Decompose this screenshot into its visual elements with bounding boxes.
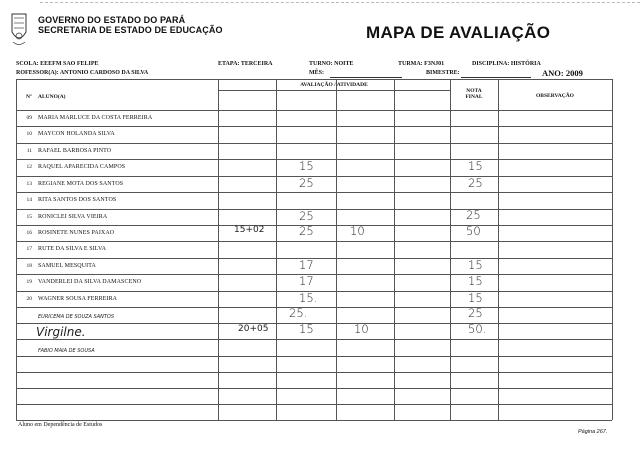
year-field: ANO: 2009	[542, 68, 583, 78]
row-number: 12	[26, 164, 32, 170]
class-field: TURMA: F3NJ01	[398, 61, 445, 67]
student-name: MAYCON HOLANDA SILVA	[38, 131, 115, 137]
handwritten-final-grade: 50.	[468, 322, 487, 336]
row-divider	[16, 110, 612, 111]
handwritten-grade: 10	[350, 224, 365, 238]
evaluation-subheader-line	[218, 90, 450, 91]
row-number: 20	[26, 296, 32, 302]
student-name: VANDERLEI DA SILVA DAMASCENO	[38, 279, 142, 285]
teacher-field: ROFESSOR(A): ANTONIO CARDOSO DA SILVA	[16, 70, 149, 76]
bimester-blank	[461, 77, 531, 78]
student-name: REGIANE MOTA DOS SANTOS	[38, 181, 124, 187]
handwritten-final-grade: 15	[468, 159, 483, 173]
shift-field: TURNO: NOITE	[309, 61, 354, 67]
student-name: ROSINETE NUNES PAIXAO	[38, 230, 115, 236]
row-divider	[16, 356, 612, 357]
handwritten-grade: 15.	[299, 291, 318, 305]
table-border-left	[16, 79, 17, 420]
handwritten-partial-grade: 20+05	[238, 324, 269, 334]
handwritten-final-grade: 50	[466, 224, 481, 238]
student-name: RITA SANTOS DOS SANTOS	[38, 197, 117, 203]
final-grade-header-line1: NOTA	[466, 88, 482, 94]
handwritten-grade: 17	[299, 258, 314, 272]
row-divider	[16, 388, 612, 389]
student-header: ALUNO(A)	[38, 94, 66, 100]
dependency-note: Aluno em Dependência de Estudos	[18, 422, 103, 428]
student-name: SAMUEL MESQUITA	[38, 263, 96, 269]
handwritten-grade: 25	[299, 176, 314, 190]
bimester-label: BIMESTRE:	[426, 70, 460, 76]
number-header: Nº	[26, 94, 32, 100]
row-divider	[16, 307, 612, 308]
row-divider	[16, 241, 612, 242]
row-divider	[16, 274, 612, 275]
row-divider	[16, 323, 612, 324]
handwritten-final-grade: 25	[468, 176, 483, 190]
handwritten-student-name: Virgilne.	[36, 325, 86, 339]
table-border-top	[16, 79, 612, 80]
month-blank	[330, 77, 402, 78]
state-seal-icon	[9, 10, 29, 50]
handwritten-partial-grade: 15+02	[234, 225, 265, 235]
row-number: 18	[26, 263, 32, 269]
page-number: Página 267.	[578, 429, 608, 435]
row-divider	[16, 143, 612, 144]
row-divider	[16, 339, 612, 340]
row-divider	[16, 192, 612, 193]
handwritten-grade: 25.	[289, 306, 308, 320]
handwritten-grade: 17	[299, 274, 314, 288]
student-name: MARIA MARLUCE DA COSTA FERREIRA	[38, 115, 153, 121]
evaluation-header: AVALIAÇÃO / ATIVIDADE	[300, 82, 368, 88]
handwritten-grade: 25	[299, 209, 314, 223]
school-field: SCOLA: EEEFM SAO FELIPE	[16, 61, 99, 67]
row-number: 11	[26, 148, 32, 154]
final-grade-header	[452, 88, 496, 100]
handwritten-student-name: EURICEMA DE SOUZA SANTOS	[38, 314, 115, 320]
column-divider	[450, 79, 451, 420]
column-divider	[498, 79, 499, 420]
row-number: 15	[26, 214, 32, 220]
row-number: 09	[26, 115, 32, 121]
government-name: GOVERNO DO ESTADO DO PARÁ	[38, 15, 186, 25]
column-divider	[336, 79, 337, 420]
row-divider	[16, 209, 612, 210]
secretariat-name: SECRETARIA DE ESTADO DE EDUCAÇÃO	[38, 25, 223, 35]
row-divider	[16, 176, 612, 177]
row-divider	[16, 404, 612, 405]
student-name: RUTE DA SILVA E SILVA	[38, 246, 107, 252]
handwritten-grade: 15	[299, 159, 314, 173]
student-name: RAQUEL APARECIDA CAMPOS	[38, 164, 126, 170]
column-divider	[218, 79, 219, 420]
handwritten-final-grade: 15	[468, 258, 483, 272]
row-divider	[16, 420, 612, 421]
stage-field: ETAPA: TERCEIRA	[218, 61, 273, 67]
handwritten-grade: 10	[354, 322, 369, 336]
row-number: 14	[26, 197, 32, 203]
row-divider	[16, 126, 612, 127]
handwritten-grade: 25	[299, 224, 314, 238]
final-grade-header-line2: FINAL	[465, 94, 483, 100]
government-header	[38, 15, 223, 35]
column-divider	[394, 79, 395, 420]
handwritten-final-grade: 25	[468, 306, 483, 320]
row-number: 19	[26, 279, 32, 285]
handwritten-student-name: FABIO MAIA DE SOUSA	[38, 348, 95, 354]
month-label: MÊS:	[309, 70, 324, 76]
row-number: 17	[26, 246, 32, 252]
row-number: 10	[26, 131, 32, 137]
top-dashed-border	[40, 2, 640, 3]
row-divider	[16, 225, 612, 226]
handwritten-final-grade: 15	[468, 274, 483, 288]
handwritten-final-grade: 15	[468, 291, 483, 305]
student-name: RAFAEL BARBOSA PINTO	[38, 148, 112, 154]
student-name: RONICLEI SILVA VIEIRA	[38, 214, 108, 220]
handwritten-grade: 15	[299, 322, 314, 336]
row-divider	[16, 159, 612, 160]
row-number: 13	[26, 181, 32, 187]
document-title: MAPA DE AVALIAÇÃO	[366, 23, 551, 42]
student-name: WAGNER SOUSA FERREIRA	[38, 296, 118, 302]
column-divider	[276, 79, 277, 420]
handwritten-final-grade: 25	[466, 208, 481, 222]
row-divider	[16, 258, 612, 259]
row-number: 16	[26, 230, 32, 236]
subject-field: DISCIPLINA: HISTÓRIA	[472, 61, 541, 67]
observation-header: OBSERVAÇÃO	[536, 93, 574, 99]
table-border-right	[612, 79, 613, 420]
row-divider	[16, 372, 612, 373]
